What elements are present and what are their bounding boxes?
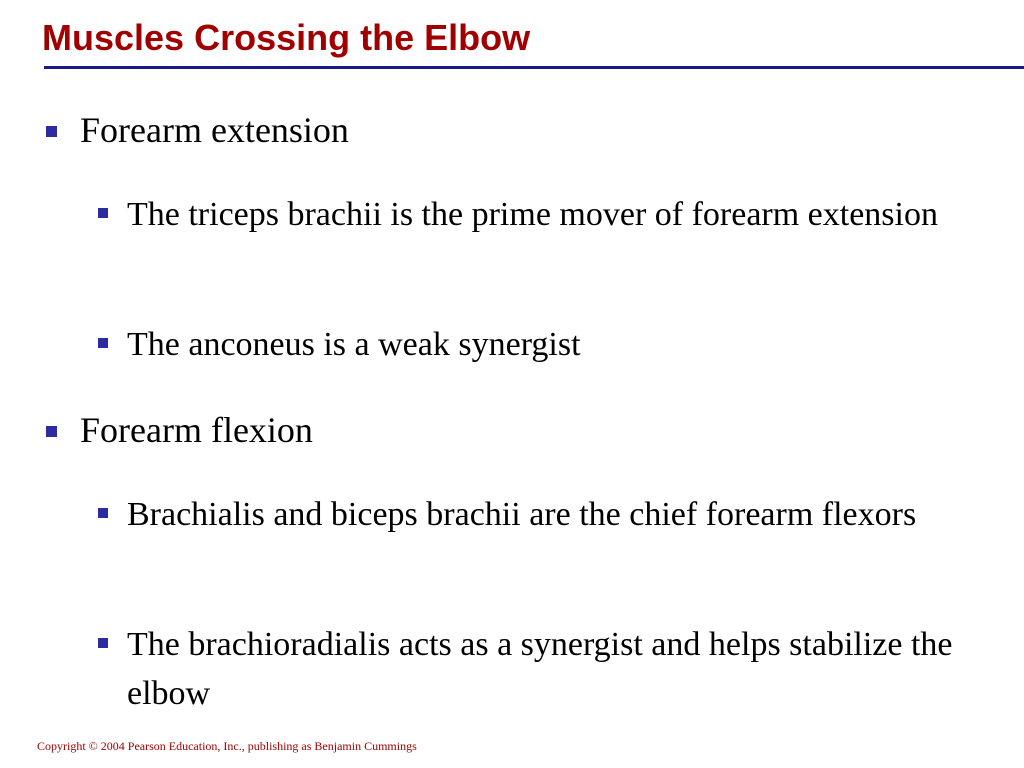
copyright-footer: Copyright © 2004 Pearson Education, Inc., publishing as Benjamin Cummings — [37, 739, 417, 753]
bullet-text: The brachioradialis acts as a synergist and helps stabilize the elbow — [127, 626, 953, 712]
bullet-text: The anconeus is a weak synergist — [127, 326, 581, 363]
bullet-text: Brachialis and biceps brachii are the chief forearm flexors — [127, 496, 917, 533]
sub-bullet-item-brachialis — [98, 490, 978, 539]
bullet-item-forearm-extension — [46, 108, 976, 152]
square-bullet-icon — [98, 338, 108, 348]
square-bullet-icon — [46, 126, 57, 137]
square-bullet-icon — [98, 208, 108, 218]
sub-bullet-item-triceps — [98, 190, 978, 239]
square-bullet-icon — [98, 508, 108, 518]
square-bullet-icon — [98, 638, 108, 648]
sub-bullet-item-anconeus — [98, 320, 978, 369]
bullet-item-forearm-flexion — [46, 408, 976, 452]
square-bullet-icon — [46, 426, 57, 437]
sub-bullet-item-brachioradialis — [98, 620, 978, 718]
bullet-text: The triceps brachii is the prime mover of forearm extension — [127, 196, 938, 233]
bullet-text: Forearm extension — [80, 110, 349, 150]
slide-title: Muscles Crossing the Elbow — [42, 17, 531, 58]
title-underline-rule — [44, 66, 1024, 69]
bullet-text: Forearm flexion — [80, 410, 313, 450]
